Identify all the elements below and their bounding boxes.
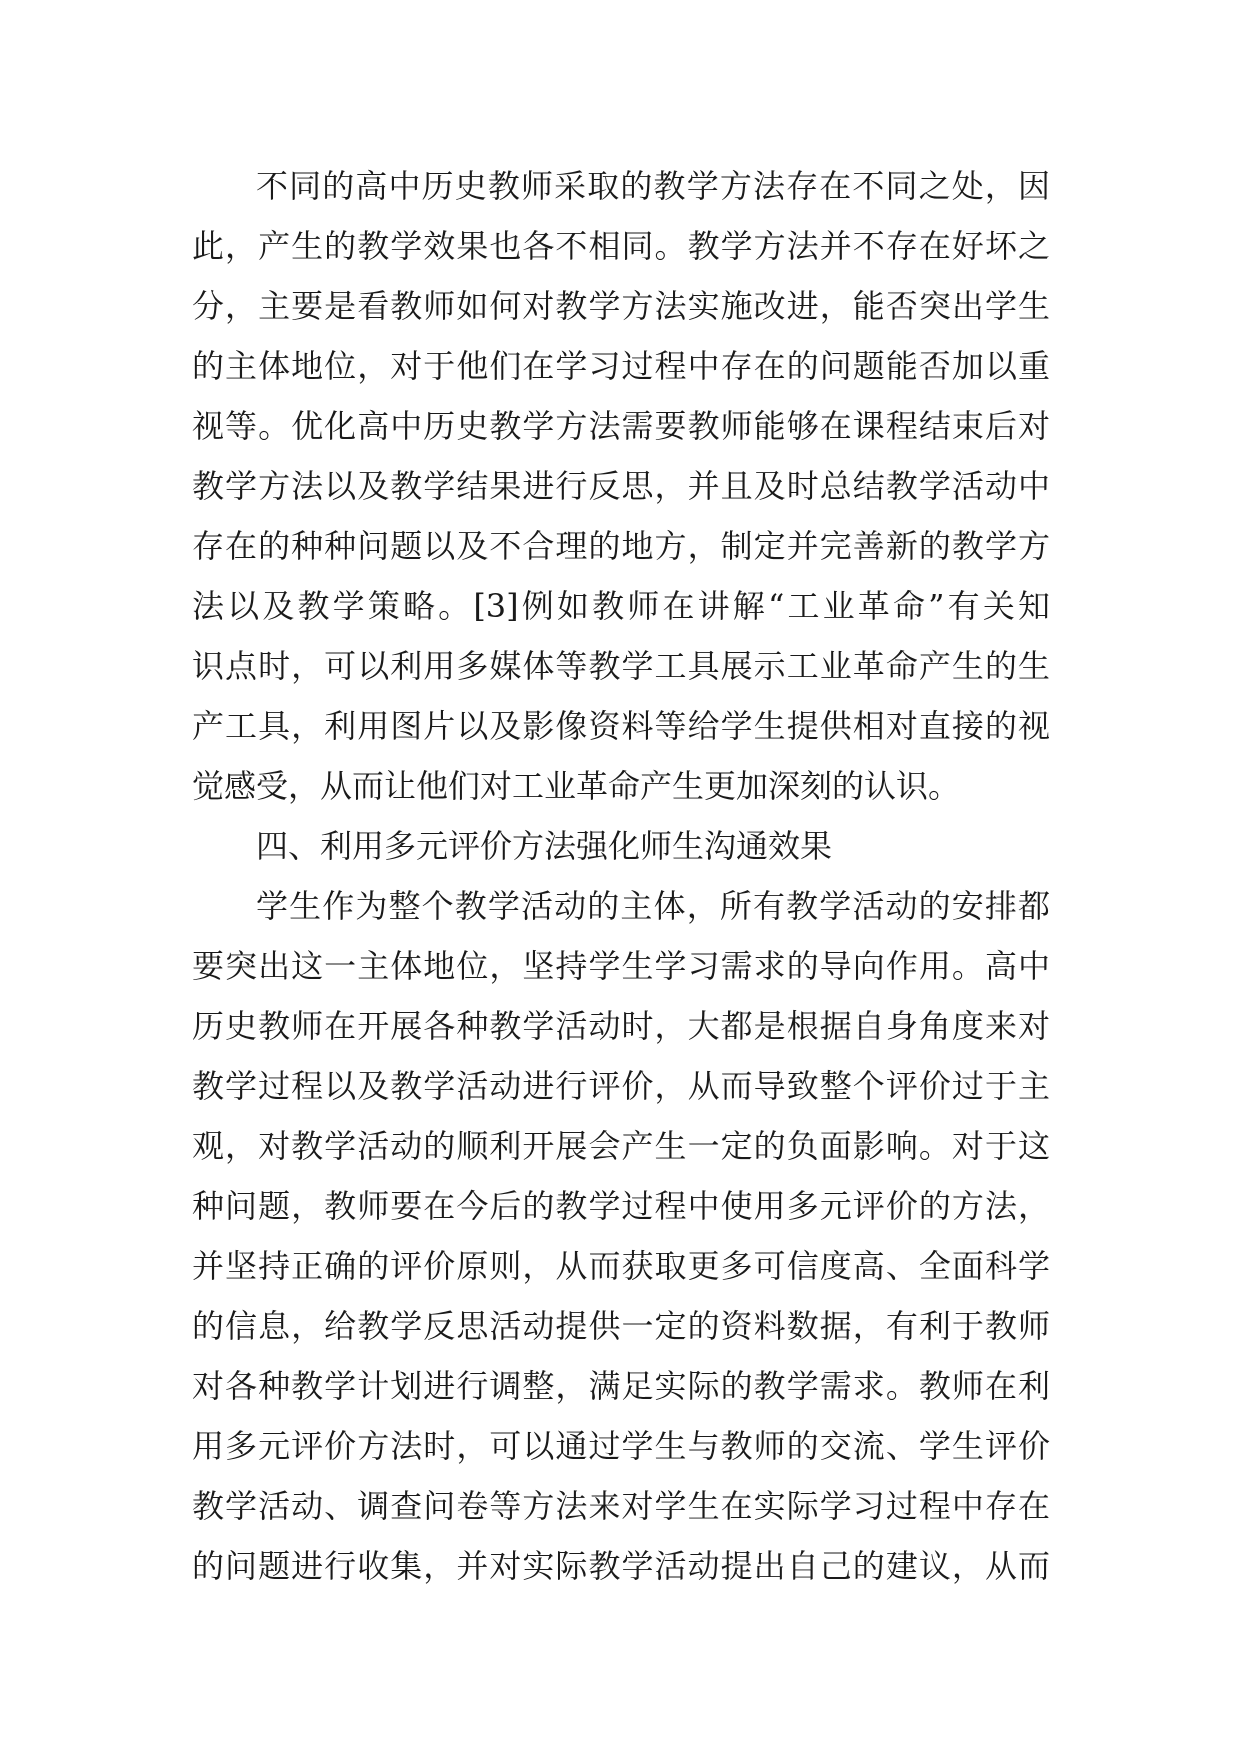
paragraph-1-line-5: 视等。优化高中历史教学方法需要教师能够在课程结束后对: [192, 407, 1050, 445]
paragraph-1-line-3: 分，主要是看教师如何对教学方法实施改进，能否突出学生: [192, 287, 1050, 325]
paragraph-2-line-11: 教学活动、调查问卷等方法来对学生在实际学习过程中存在: [192, 1487, 1050, 1525]
paragraph-1-line-11: 觉感受，从而让他们对工业革命产生更加深刻的认识。: [192, 767, 961, 805]
paragraph-2-line-1: 学生作为整个教学活动的主体，所有教学活动的安排都: [256, 887, 1050, 925]
paragraph-2-line-7: 并坚持正确的评价原则，从而获取更多可信度高、全面科学: [192, 1247, 1050, 1285]
paragraph-2-line-5: 观，对教学活动的顺利开展会产生一定的负面影响。对于这: [192, 1127, 1050, 1165]
paragraph-1-line-2: 此，产生的教学效果也各不相同。教学方法并不存在好坏之: [192, 227, 1050, 265]
section-heading: 四、利用多元评价方法强化师生沟通效果: [256, 827, 833, 865]
paragraph-2-line-9: 对各种教学计划进行调整，满足实际的教学需求。教师在利: [192, 1367, 1050, 1405]
paragraph-2-line-4: 教学过程以及教学活动进行评价，从而导致整个评价过于主: [192, 1067, 1050, 1105]
paragraph-2-line-8: 的信息，给教学反思活动提供一定的资料数据，有利于教师: [192, 1307, 1050, 1345]
paragraph-1-line-7: 存在的种种问题以及不合理的地方，制定并完善新的教学方: [192, 527, 1050, 565]
paragraph-2-line-10: 用多元评价方法时，可以通过学生与教师的交流、学生评价: [192, 1427, 1050, 1465]
paragraph-1-line-10: 产工具，利用图片以及影像资料等给学生提供相对直接的视: [192, 707, 1050, 745]
paragraph-1-line-8: 法以及教学策略。[3]例如教师在讲解“工业革命”有关知: [192, 587, 1050, 625]
paragraph-1-line-6: 教学方法以及教学结果进行反思，并且及时总结教学活动中: [192, 467, 1050, 505]
paragraph-2-line-12: 的问题进行收集，并对实际教学活动提出自己的建议，从而: [192, 1547, 1050, 1585]
paragraph-1-line-4: 的主体地位，对于他们在学习过程中存在的问题能否加以重: [192, 347, 1050, 385]
paragraph-2-line-6: 种问题，教师要在今后的教学过程中使用多元评价的方法，: [192, 1187, 1050, 1225]
paragraph-1-line-1: 不同的高中历史教师采取的教学方法存在不同之处，因: [256, 167, 1050, 205]
paragraph-2-line-3: 历史教师在开展各种教学活动时，大都是根据自身角度来对: [192, 1007, 1050, 1045]
paragraph-2-line-2: 要突出这一主体地位，坚持学生学习需求的导向作用。高中: [192, 947, 1050, 985]
paragraph-1-line-9: 识点时，可以利用多媒体等教学工具展示工业革命产生的生: [192, 647, 1050, 685]
